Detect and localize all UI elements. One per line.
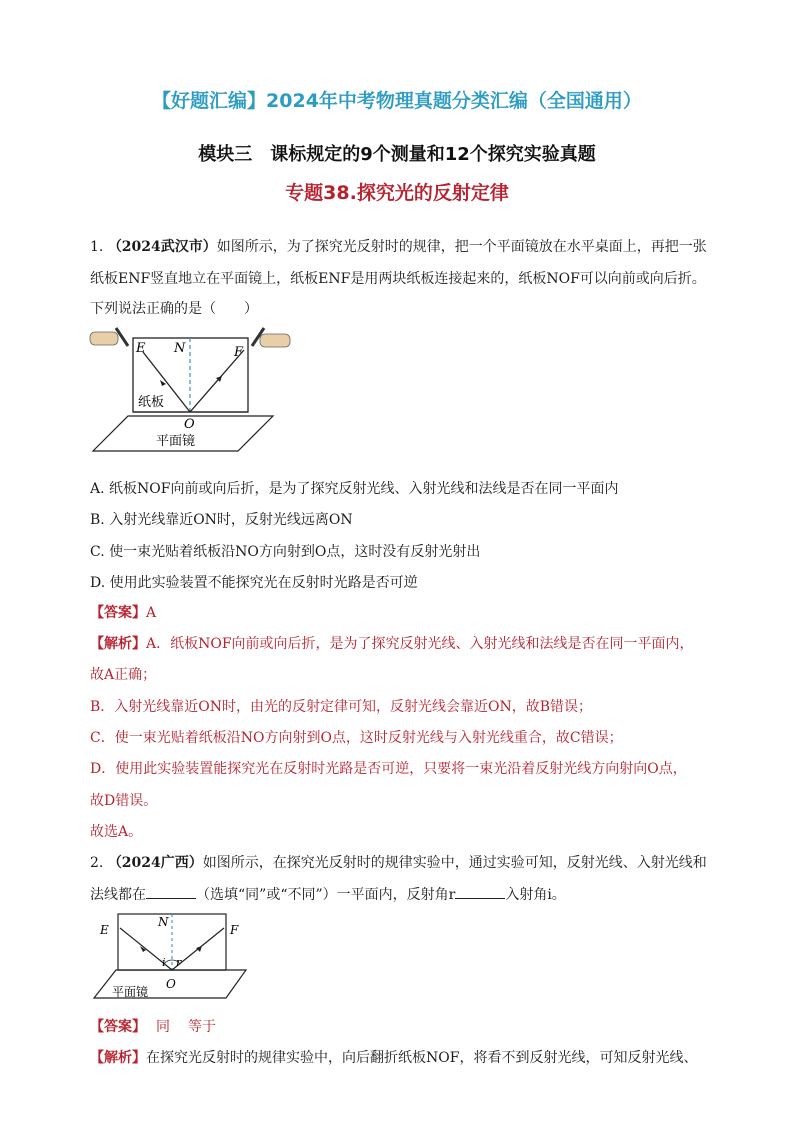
q2-stem-2c: 入射角i。: [505, 887, 566, 903]
q2-blank-2[interactable]: [455, 885, 505, 899]
q1-analysis-1: A．纸板NOF向前或向后折，是为了探究反射光线、入射光线和法线是否在同一平面内，: [146, 636, 694, 652]
q1-source: （2024武汉市）: [107, 239, 217, 255]
q1-analysis-label: 【解析】: [90, 636, 146, 652]
q1-right-hand-icon: [260, 334, 290, 347]
q1-option-a: A. 纸板NOF向前或向后折，是为了探究反射光线、入射光线和法线是否在同一平面内: [90, 481, 619, 497]
q1-stem-1: 如图所示，为了探究光反射时的规律，把一个平面镜放在水平桌面上，再把一张: [216, 239, 707, 255]
q2-answer-line: [90, 1016, 216, 1036]
q1-answer-line: [90, 602, 156, 622]
q2-label-i: i: [162, 956, 166, 969]
document-title: 【好题汇编】2024年中考物理真题分类汇编（全国通用）: [152, 90, 642, 112]
q1-analysis-line-5: D．使用此实验装置能探究光在反射时光路是否可逆，只要将一束光沿着反射光线方向射向O点，: [90, 761, 687, 777]
q1-option-d: D. 使用此实验装置不能探究光在反射时光路是否可逆: [90, 575, 418, 591]
q2-answer-2: 等于: [188, 1019, 216, 1035]
q2-label-o: O: [166, 977, 176, 991]
q1-label-e: E: [136, 341, 146, 356]
q2-stem-2a: 法线都在: [90, 887, 146, 903]
q1-analysis-line-4: C．使一束光贴着纸板沿NO方向射到O点，这时反射光线与入射光线重合，故C错误；: [90, 730, 623, 746]
q1-analysis-line-2: 故A正确；: [90, 667, 157, 683]
q1-option-b: B. 入射光线靠近ON时，反射光线远离ON: [90, 512, 353, 528]
q1-label-board: 纸板: [138, 395, 165, 410]
q1-label-f: F: [234, 345, 244, 360]
module-heading: 模块三 课标规定的9个测量和12个探究实验真题: [198, 144, 596, 165]
q2-stem-line-1: [90, 852, 707, 872]
q1-answer: A: [146, 605, 157, 621]
q1-left-hand-icon: [90, 332, 118, 345]
q1-analysis-line-1: [90, 633, 694, 653]
q2-label-r: r: [176, 956, 182, 969]
q1-analysis-line-3: B．入射光线靠近ON时，由光的反射定律可知，反射光线会靠近ON，故B错误；: [90, 699, 593, 715]
q2-blank-1[interactable]: [146, 885, 196, 899]
q2-figure: [88, 908, 258, 1003]
q1-analysis-line-7: 故选A。: [90, 824, 143, 840]
q2-label-n: N: [158, 915, 169, 929]
q2-answer-1: 同: [156, 1019, 170, 1035]
q2-label-e: E: [100, 923, 109, 937]
q2-label-mirror: 平面镜: [112, 985, 149, 999]
q2-source: （2024广西）: [107, 855, 203, 871]
q1-answer-label: 【答案】: [90, 605, 146, 621]
q1-label-n: N: [174, 341, 186, 356]
q2-number: 2.: [90, 855, 104, 871]
q1-figure: [88, 326, 303, 464]
q2-stem-2b: （选填“同”或“不同”）一平面内，反射角r: [196, 887, 456, 903]
q2-analysis-label: 【解析】: [90, 1050, 146, 1066]
q1-stem-line-3: 下列说法正确的是（ ）: [90, 301, 258, 317]
q2-analysis-line-1: [90, 1047, 697, 1067]
q2-label-f: F: [230, 923, 239, 937]
q2-analysis: 在探究光反射时的规律实验中，向后翻折纸板NOF，将看不到反射光线，可知反射光线、: [146, 1050, 698, 1066]
q1-stem-line-2: 纸板ENF竖直地立在平面镜上，纸板ENF是用两块纸板连接起来的，纸板NOF可以向前或向后折。: [90, 271, 706, 287]
q1-label-o: O: [184, 417, 195, 432]
q2-stem-line-2: [90, 884, 566, 904]
q1-number: 1.: [90, 239, 104, 255]
q2-answer-label: 【答案】: [90, 1019, 146, 1035]
q1-option-c: C. 使一束光贴着纸板沿NO方向射到O点，这时没有反射光射出: [90, 544, 481, 560]
q1-stem-line-1: [90, 236, 707, 256]
q2-stem-1: 如图所示，在探究光反射时的规律实验中，通过实验可知，反射光线、入射光线和: [202, 855, 707, 871]
q1-label-mirror: 平面镜: [156, 434, 196, 449]
q1-analysis-line-6: 故D错误。: [90, 793, 158, 809]
topic-heading: 专题38.探究光的反射定律: [285, 182, 509, 204]
